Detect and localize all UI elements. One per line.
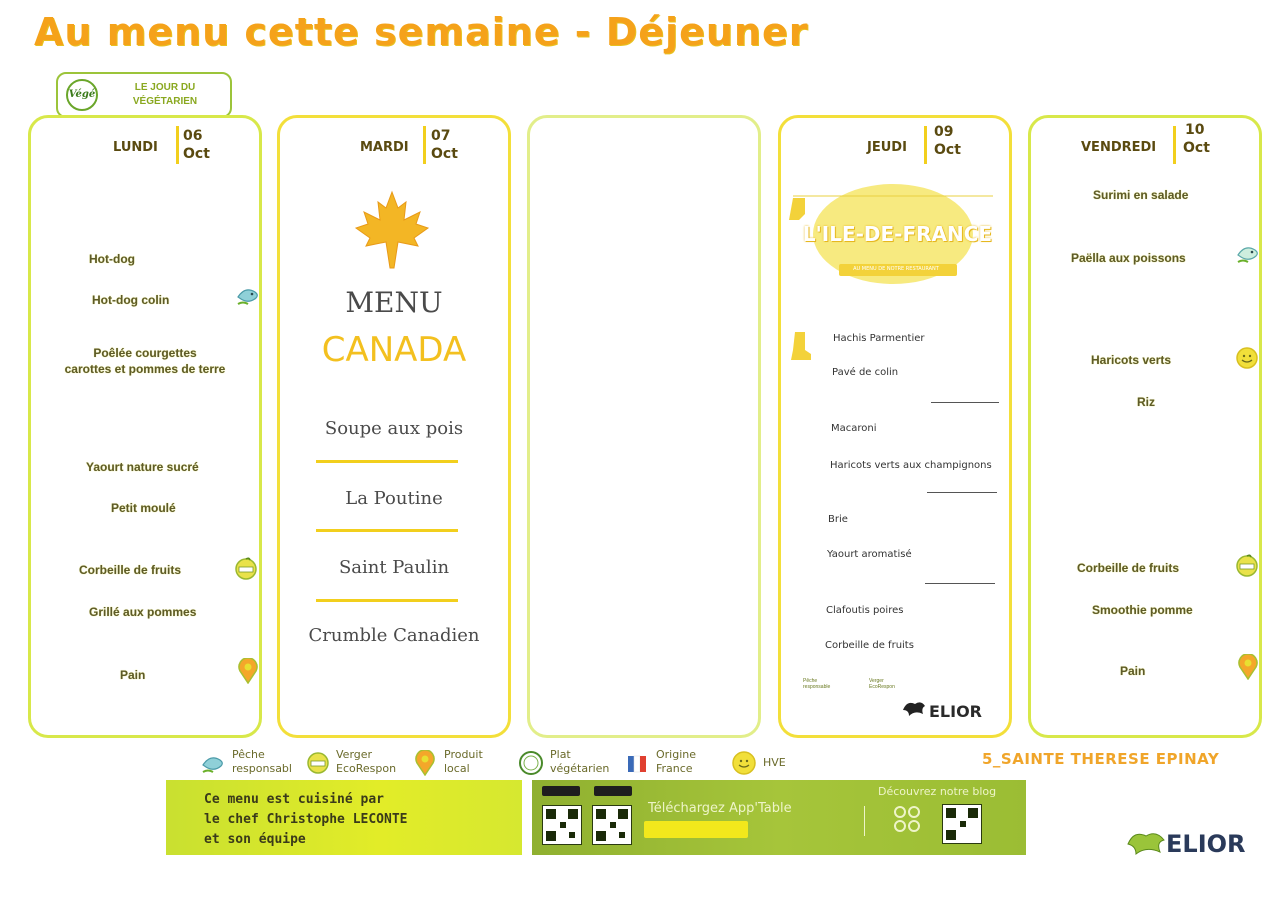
qr-code-icon[interactable] xyxy=(592,805,632,845)
day-month: Oct xyxy=(183,146,210,162)
menu-item: carottes et pommes de terre xyxy=(64,362,226,376)
menu-item: Paëlla aux poissons xyxy=(1071,251,1186,265)
hve-icon xyxy=(731,750,757,776)
separator xyxy=(925,583,995,584)
school-name: 5_SAINTE THERESE EPINAY xyxy=(982,750,1220,768)
vege-icon xyxy=(518,750,544,776)
menu-item: Pain xyxy=(1120,664,1146,678)
chef-line: Ce menu est cuisiné par xyxy=(204,792,385,807)
qr-code-icon[interactable] xyxy=(542,805,582,845)
menu-item: Yaourt nature sucré xyxy=(86,460,199,474)
mini-legend-orchard: Verger EcoRespon xyxy=(869,678,895,690)
mini-legend-fishing: Pêche responsable xyxy=(803,678,831,690)
canada-dish: Saint Paulin xyxy=(338,557,450,578)
separator xyxy=(931,402,999,403)
day-column-jeudi xyxy=(778,115,1012,738)
qr-code-icon[interactable] xyxy=(942,804,982,844)
legend-france xyxy=(626,748,706,780)
menu-item: Grillé aux pommes xyxy=(89,605,197,619)
chef-line: et son équipe xyxy=(204,832,306,847)
dish-separator xyxy=(316,460,458,463)
day-divider xyxy=(176,126,179,164)
legend-label: local xyxy=(444,762,470,775)
menu-item: Macaroni xyxy=(831,423,877,434)
menu-item: Smoothie pomme xyxy=(1092,603,1193,617)
page-title: Au menu cette semaine - Déjeuner xyxy=(34,10,809,54)
google-play-badge-icon[interactable] xyxy=(594,786,632,796)
download-button[interactable] xyxy=(644,821,748,838)
vege-badge-line1: LE JOUR DU xyxy=(134,82,196,93)
day-month: Oct xyxy=(1183,140,1210,156)
menu-item: Corbeille de fruits xyxy=(825,640,914,651)
boot-icon xyxy=(789,330,813,362)
day-name: JEUDI xyxy=(867,140,907,155)
day-number: 09 xyxy=(934,124,954,140)
menu-item: Pavé de colin xyxy=(832,367,899,378)
day-name: VENDREDI xyxy=(1081,140,1157,155)
maple-leaf-icon xyxy=(350,188,434,272)
menu-heading: MENU xyxy=(345,286,443,319)
fish-icon xyxy=(200,750,226,776)
hve-icon xyxy=(1235,346,1259,370)
day-divider xyxy=(924,126,927,164)
legend-vegetarian xyxy=(518,748,618,780)
fish-icon xyxy=(235,282,261,308)
app-promo-box xyxy=(532,780,1026,855)
ile-de-france-subtitle: AU MENU DE NOTRE RESTAURANT xyxy=(853,266,939,272)
chef-line: le chef Christophe LECONTE xyxy=(204,812,408,827)
legend-hve xyxy=(731,748,801,780)
pin-icon xyxy=(414,750,436,776)
legend-label: Produit xyxy=(444,748,483,761)
pin-icon xyxy=(1237,654,1259,680)
vege-badge-text xyxy=(106,81,224,109)
menu-item: Hot-dog colin xyxy=(92,293,170,307)
menu-item: Haricots verts xyxy=(1091,353,1172,367)
day-name: LUNDI xyxy=(113,140,158,155)
day-column-mardi xyxy=(277,115,511,738)
vegetarian-day-badge xyxy=(56,72,232,118)
pin-icon xyxy=(237,658,259,684)
separator xyxy=(927,492,997,493)
legend-label: Pêche xyxy=(232,748,265,761)
legend-label: HVE xyxy=(763,756,786,769)
legend-label: EcoRespon xyxy=(336,762,397,775)
legend-fishing xyxy=(200,748,300,780)
legend-orchard xyxy=(306,748,406,780)
canada-dish: Crumble Canadien xyxy=(308,625,480,646)
menu-item: Riz xyxy=(1137,395,1155,409)
blog-logo-icon[interactable] xyxy=(892,804,932,844)
day-divider xyxy=(423,126,426,164)
legend-label: Verger xyxy=(336,748,373,761)
menu-item: Clafoutis poires xyxy=(826,605,904,616)
day-column-vendredi xyxy=(1028,115,1262,738)
day-number: 10 xyxy=(1185,122,1205,138)
ile-de-france-title: L'ILE-DE-FRANCE xyxy=(802,222,993,246)
blog-label: Découvrez notre blog xyxy=(878,785,997,798)
dish-separator xyxy=(316,599,458,602)
menu-item: Corbeille de fruits xyxy=(79,563,182,577)
menu-item: Yaourt aromatisé xyxy=(827,549,912,560)
menu-item: Hot-dog xyxy=(89,252,135,266)
vege-logo-icon: Végé xyxy=(66,79,98,111)
chef-box xyxy=(166,780,522,855)
day-divider xyxy=(1173,126,1176,164)
chef-text xyxy=(204,790,408,850)
canada-heading: CANADA xyxy=(321,330,467,370)
day-column-empty xyxy=(527,115,761,738)
legend-label: Plat xyxy=(550,748,571,761)
vege-badge-line2: VÉGÉTARIEN xyxy=(132,96,198,107)
day-name: MARDI xyxy=(360,140,409,155)
apple-icon xyxy=(1235,553,1259,577)
menu-item: Haricots verts aux champignons xyxy=(830,460,992,471)
canada-dish: La Poutine xyxy=(345,488,443,509)
canada-dish: Soupe aux pois xyxy=(324,418,464,439)
apple-icon xyxy=(306,750,330,774)
menu-item: Pain xyxy=(120,668,146,682)
day-number: 06 xyxy=(183,128,203,144)
app-title: Téléchargez App'Table xyxy=(648,801,792,816)
menu-item: Brie xyxy=(828,514,848,525)
day-number: 07 xyxy=(431,128,451,144)
elior-logo-icon xyxy=(1126,828,1166,856)
menu-item: Poêlée courgettes xyxy=(93,346,197,360)
apple-icon xyxy=(234,556,258,580)
dish-separator xyxy=(316,529,458,532)
menu-item: Corbeille de fruits xyxy=(1077,561,1180,575)
elior-logo-icon xyxy=(901,698,927,718)
elior-brand-small: ELIOR xyxy=(929,702,982,721)
fish-icon xyxy=(1235,240,1261,266)
legend-label: France xyxy=(656,762,693,775)
menu-item: Surimi en salade xyxy=(1093,188,1189,202)
divider xyxy=(864,806,865,836)
day-month: Oct xyxy=(934,142,961,158)
legend-label: végétarien xyxy=(550,762,610,775)
france-icon xyxy=(626,752,650,776)
menu-item: Hachis Parmentier xyxy=(833,333,925,344)
elior-brand: ELIOR xyxy=(1166,830,1246,858)
app-store-badge-icon[interactable] xyxy=(542,786,580,796)
menu-item: Petit moulé xyxy=(111,501,176,515)
legend-local xyxy=(414,748,504,780)
day-month: Oct xyxy=(431,146,458,162)
day-column-lundi xyxy=(28,115,262,738)
legend-label: Origine xyxy=(656,748,697,761)
legend-label: responsabl xyxy=(232,762,292,775)
